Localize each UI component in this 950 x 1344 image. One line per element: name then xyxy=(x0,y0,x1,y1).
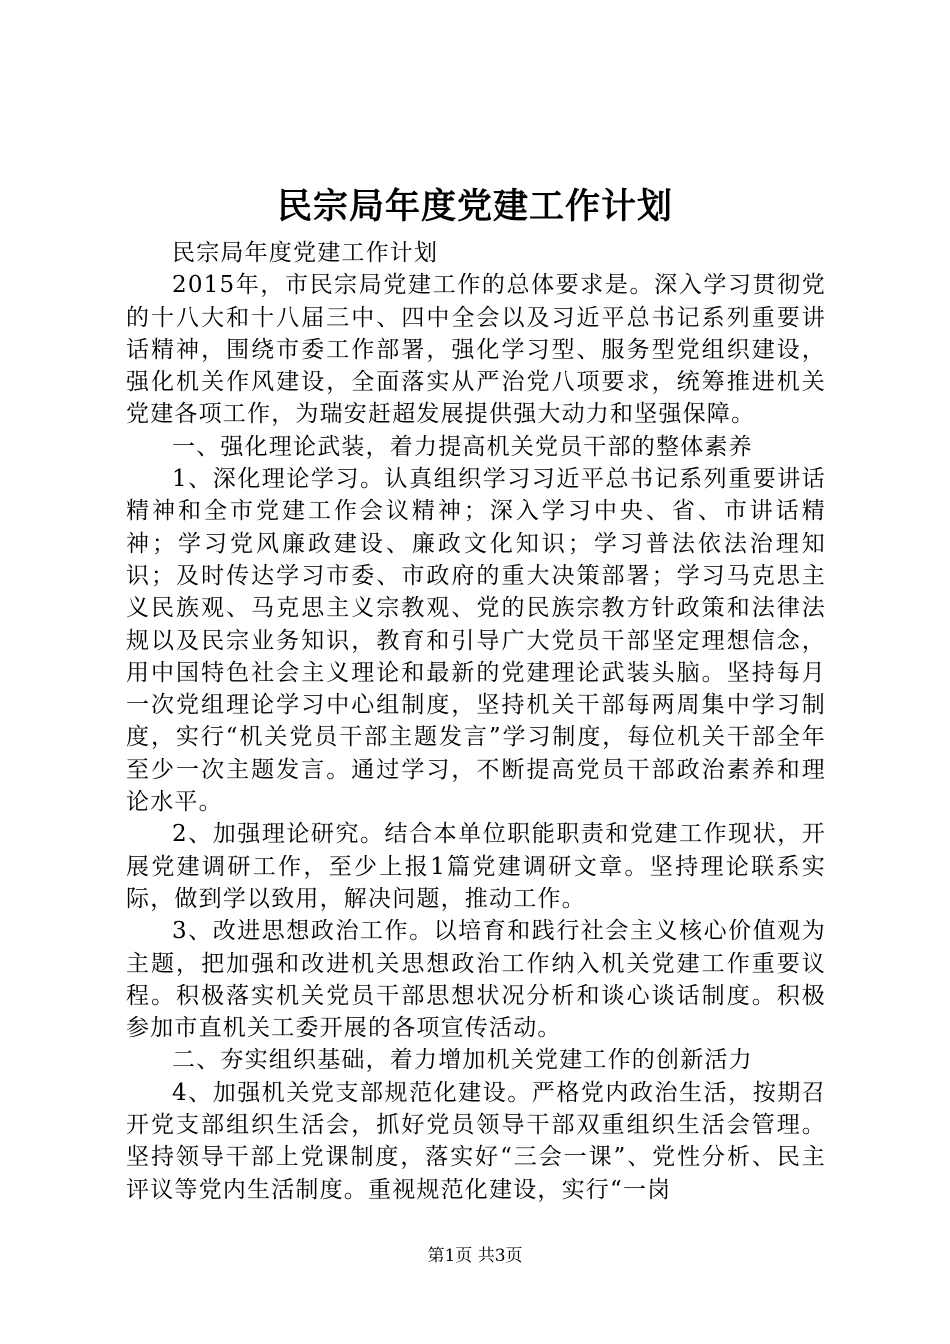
paragraph-item-2: 2、加强理论研究。结合本单位职能职责和党建工作现状，开展党建调研工作，至少上报1篇党建调研文章。坚持理论联系实际，做到学以致用，解决问题，推动工作。 xyxy=(126,821,826,912)
document-title: 民宗局年度党建工作计划 xyxy=(276,186,673,227)
paragraph-subtitle: 民宗局年度党建工作计划 xyxy=(172,240,439,266)
section-heading-2: 二、夯实组织基础，着力增加机关党建工作的创新活力 xyxy=(172,1047,753,1074)
paragraph-item-3: 3、改进思想政治工作。以培育和践行社会主义核心价值观为主题，把加强和改进机关思想政治工作纳入机关党建工作重要议程。积极落实机关党员干部思想状况分析和谈心谈话制度。积极参加市直机关工委开展的各项宣传活动。 xyxy=(126,918,826,1042)
page-footer: 第1页 共3页 xyxy=(427,1246,523,1266)
paragraph-item-1: 1、深化理论学习。认真组织学习习近平总书记系列重要讲话精神和全市党建工作会议精神；深入学习中央、省、市讲话精神；学习党风廉政建设、廉政文化知识；学习普法依法治理知识；及时传达学习市委、市政府的重大决策部署；学习马克思主义民族观、马克思主义宗教观、党的民族宗教方针政策和法律法规以及民宗业务知识，教育和引导广大党员干部坚定理想信念，用中国特色社会主义理论和最新的党建理论武装头脑。坚持每月一次党组理论学习中心组制度，坚持机关干部每两周集中学习制度，实行“机关党员干部主题发言”学习制度，每位机关干部全年至少一次主题发言。通过学习，不断提高党员干部政治素养和理论水平。 xyxy=(126,466,826,816)
document-body xyxy=(126,237,826,1206)
paragraph-item-4: 4、加强机关党支部规范化建设。严格党内政治生活，按期召开党支部组织生活会，抓好党员领导干部双重组织生活会管理。坚持领导干部上党课制度，落实好“三会一课”、党性分析、民主评议等党内生活制度。重视规范化建设，实行“一岗 xyxy=(126,1079,826,1203)
section-heading-1: 一、强化理论武装，着力提高机关党员干部的整体素养 xyxy=(172,433,753,460)
paragraph-intro: 2015年，市民宗局党建工作的总体要求是。深入学习贯彻党的十八大和十八届三中、四中全会以及习近平总书记系列重要讲话精神，围绕市委工作部署，强化学习型、服务型党组织建设，强化机关作风建设，全面落实从严治党八项要求，统筹推进机关党建各项工作，为瑞安赶超发展提供强大动力和坚强保障。 xyxy=(126,272,826,428)
